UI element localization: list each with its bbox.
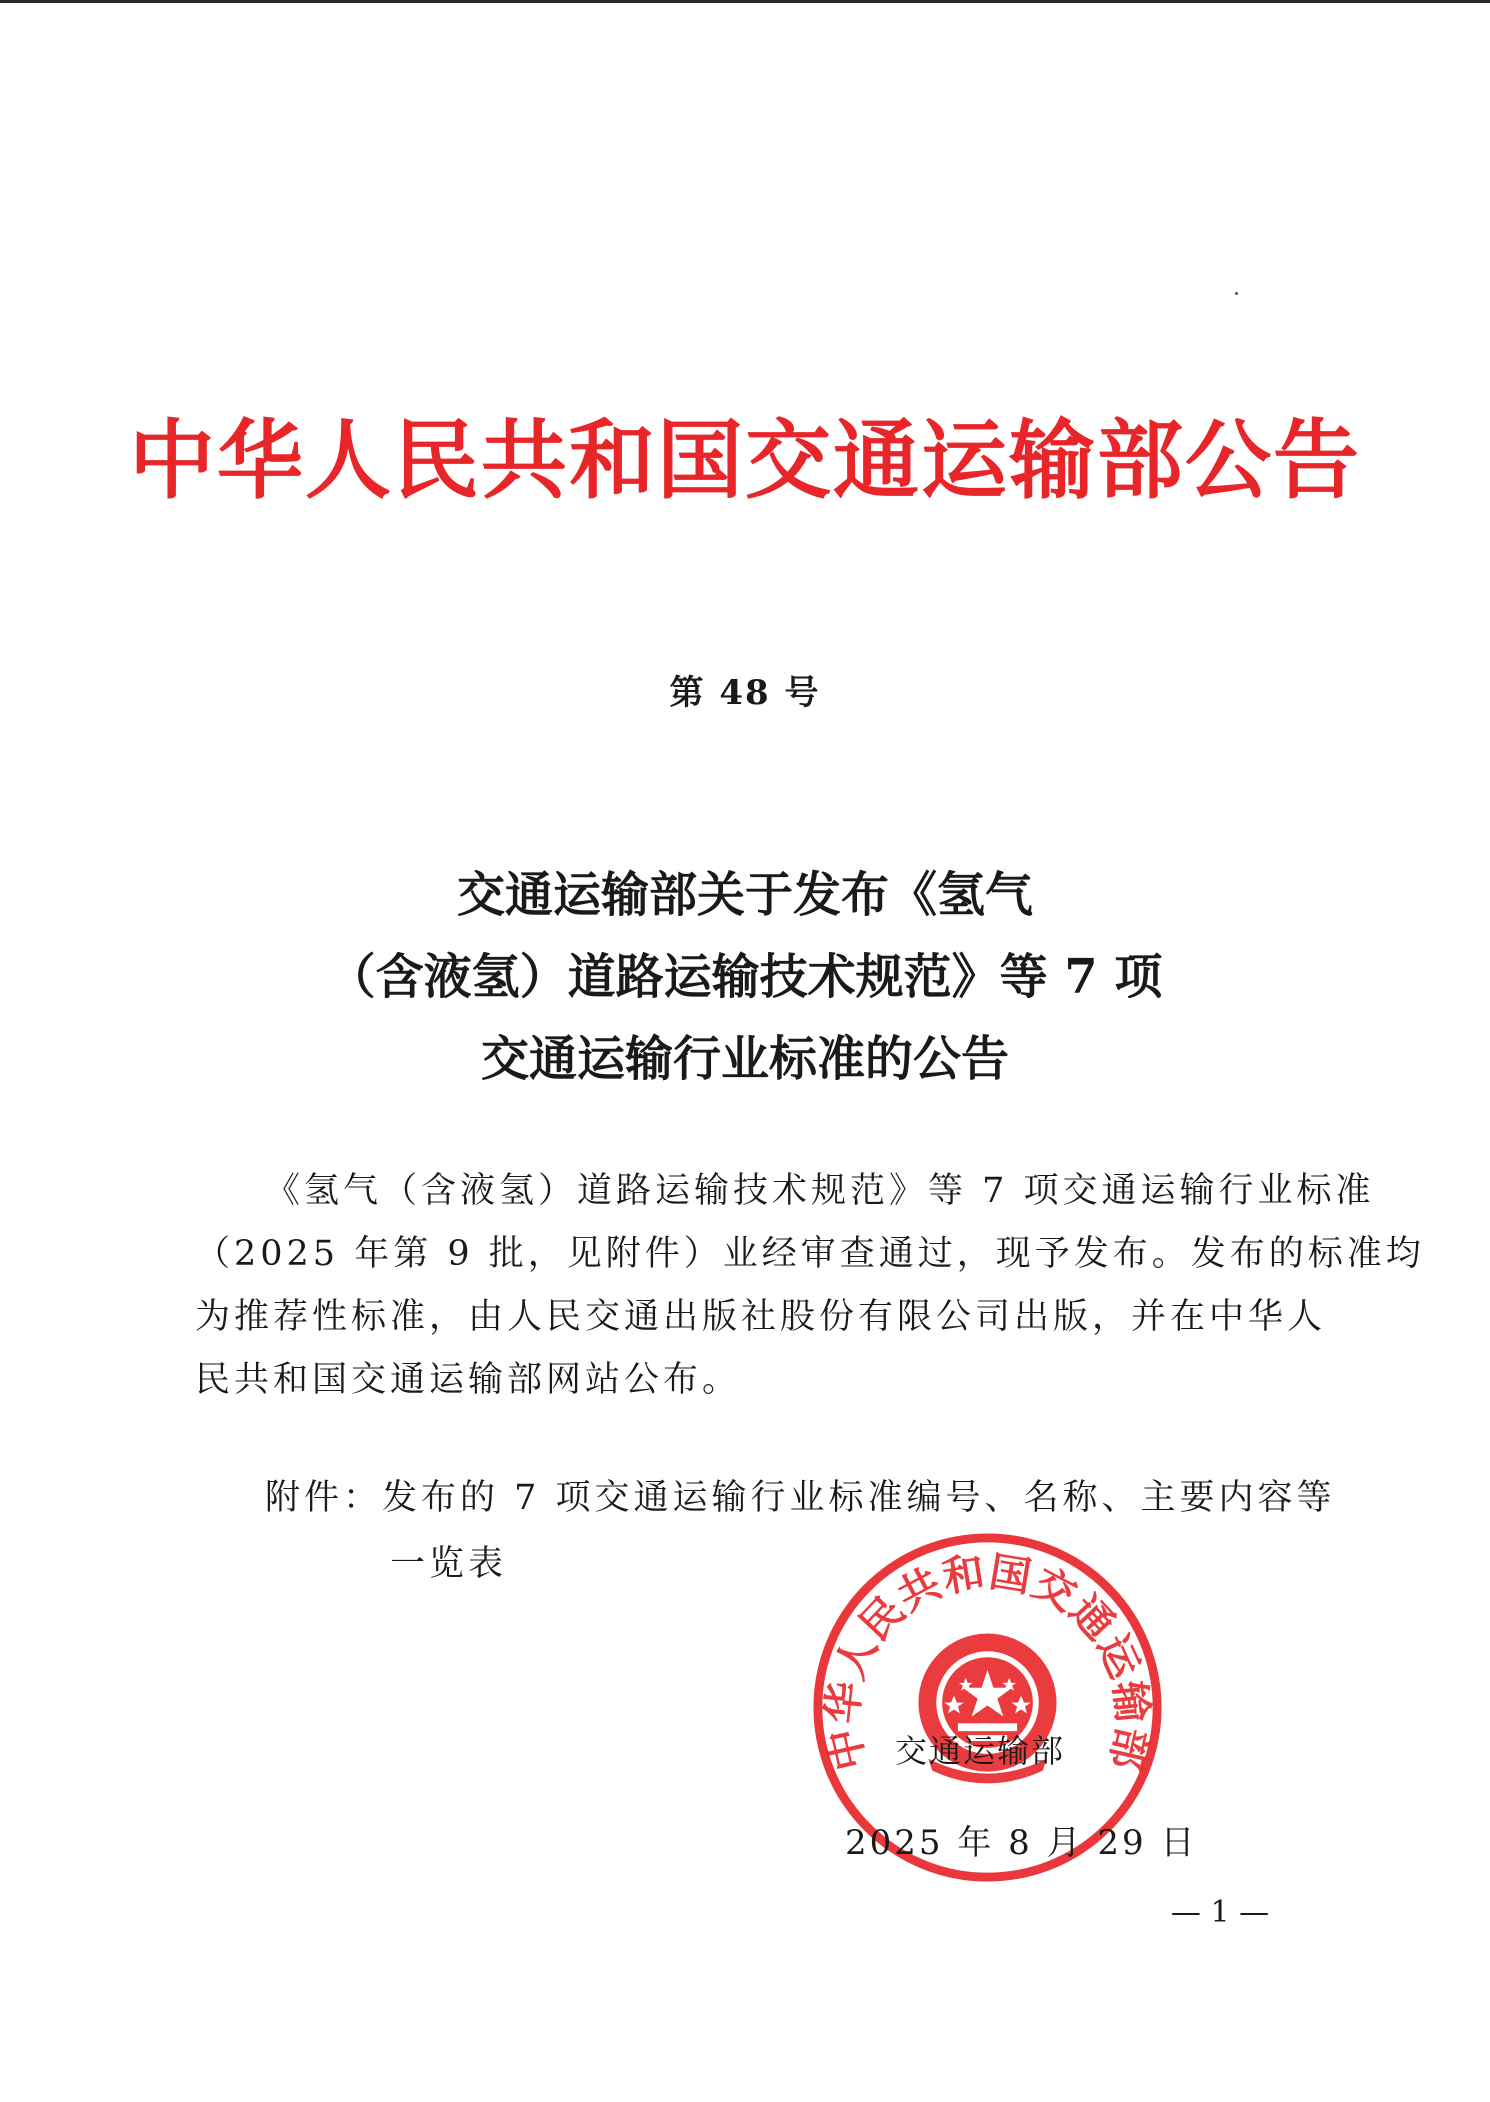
- body-line-3: 为推荐性标准，由人民交通出版社股份有限公司出版，并在中华人: [195, 1297, 1327, 1337]
- body-line-2: （2025 年第 9 批，见附件）业经审查通过，现予发布。发布的标准均: [195, 1234, 1425, 1274]
- body-line-1: 《氢气（含液氢）道路运输技术规范》等 7 项交通运输行业标准: [265, 1171, 1375, 1211]
- title-line-2: （含液氢）道路运输技术规范》等 7 项: [327, 949, 1163, 1005]
- document-title: [0, 854, 1490, 1100]
- seal-text: 中华人民共和国交通运输部: [817, 1546, 1158, 1776]
- document-number: 第 48 号: [669, 673, 821, 713]
- issue-date: 2025 年 8 月 29 日: [845, 1823, 1198, 1863]
- attachment-line-2: 一览表: [390, 1544, 508, 1584]
- attachment-line-1: 附件：发布的 7 项交通运输行业标准编号、名称、主要内容等: [265, 1478, 1336, 1518]
- body-line-4: 民共和国交通运输部网站公布。: [195, 1360, 742, 1400]
- issuer-signature: 交通运输部: [895, 1732, 1066, 1770]
- title-line-3: 交通运输行业标准的公告: [480, 1031, 1009, 1087]
- masthead-title: 中华人民共和国交通运输部公告: [129, 410, 1361, 511]
- scan-speck: [1235, 292, 1238, 295]
- title-line-1: 交通运输部关于发布《氢气: [456, 867, 1033, 923]
- page-number: — 1 —: [1170, 1895, 1270, 1930]
- announcement-body: [195, 1160, 1425, 1412]
- scan-border: [0, 0, 1490, 3]
